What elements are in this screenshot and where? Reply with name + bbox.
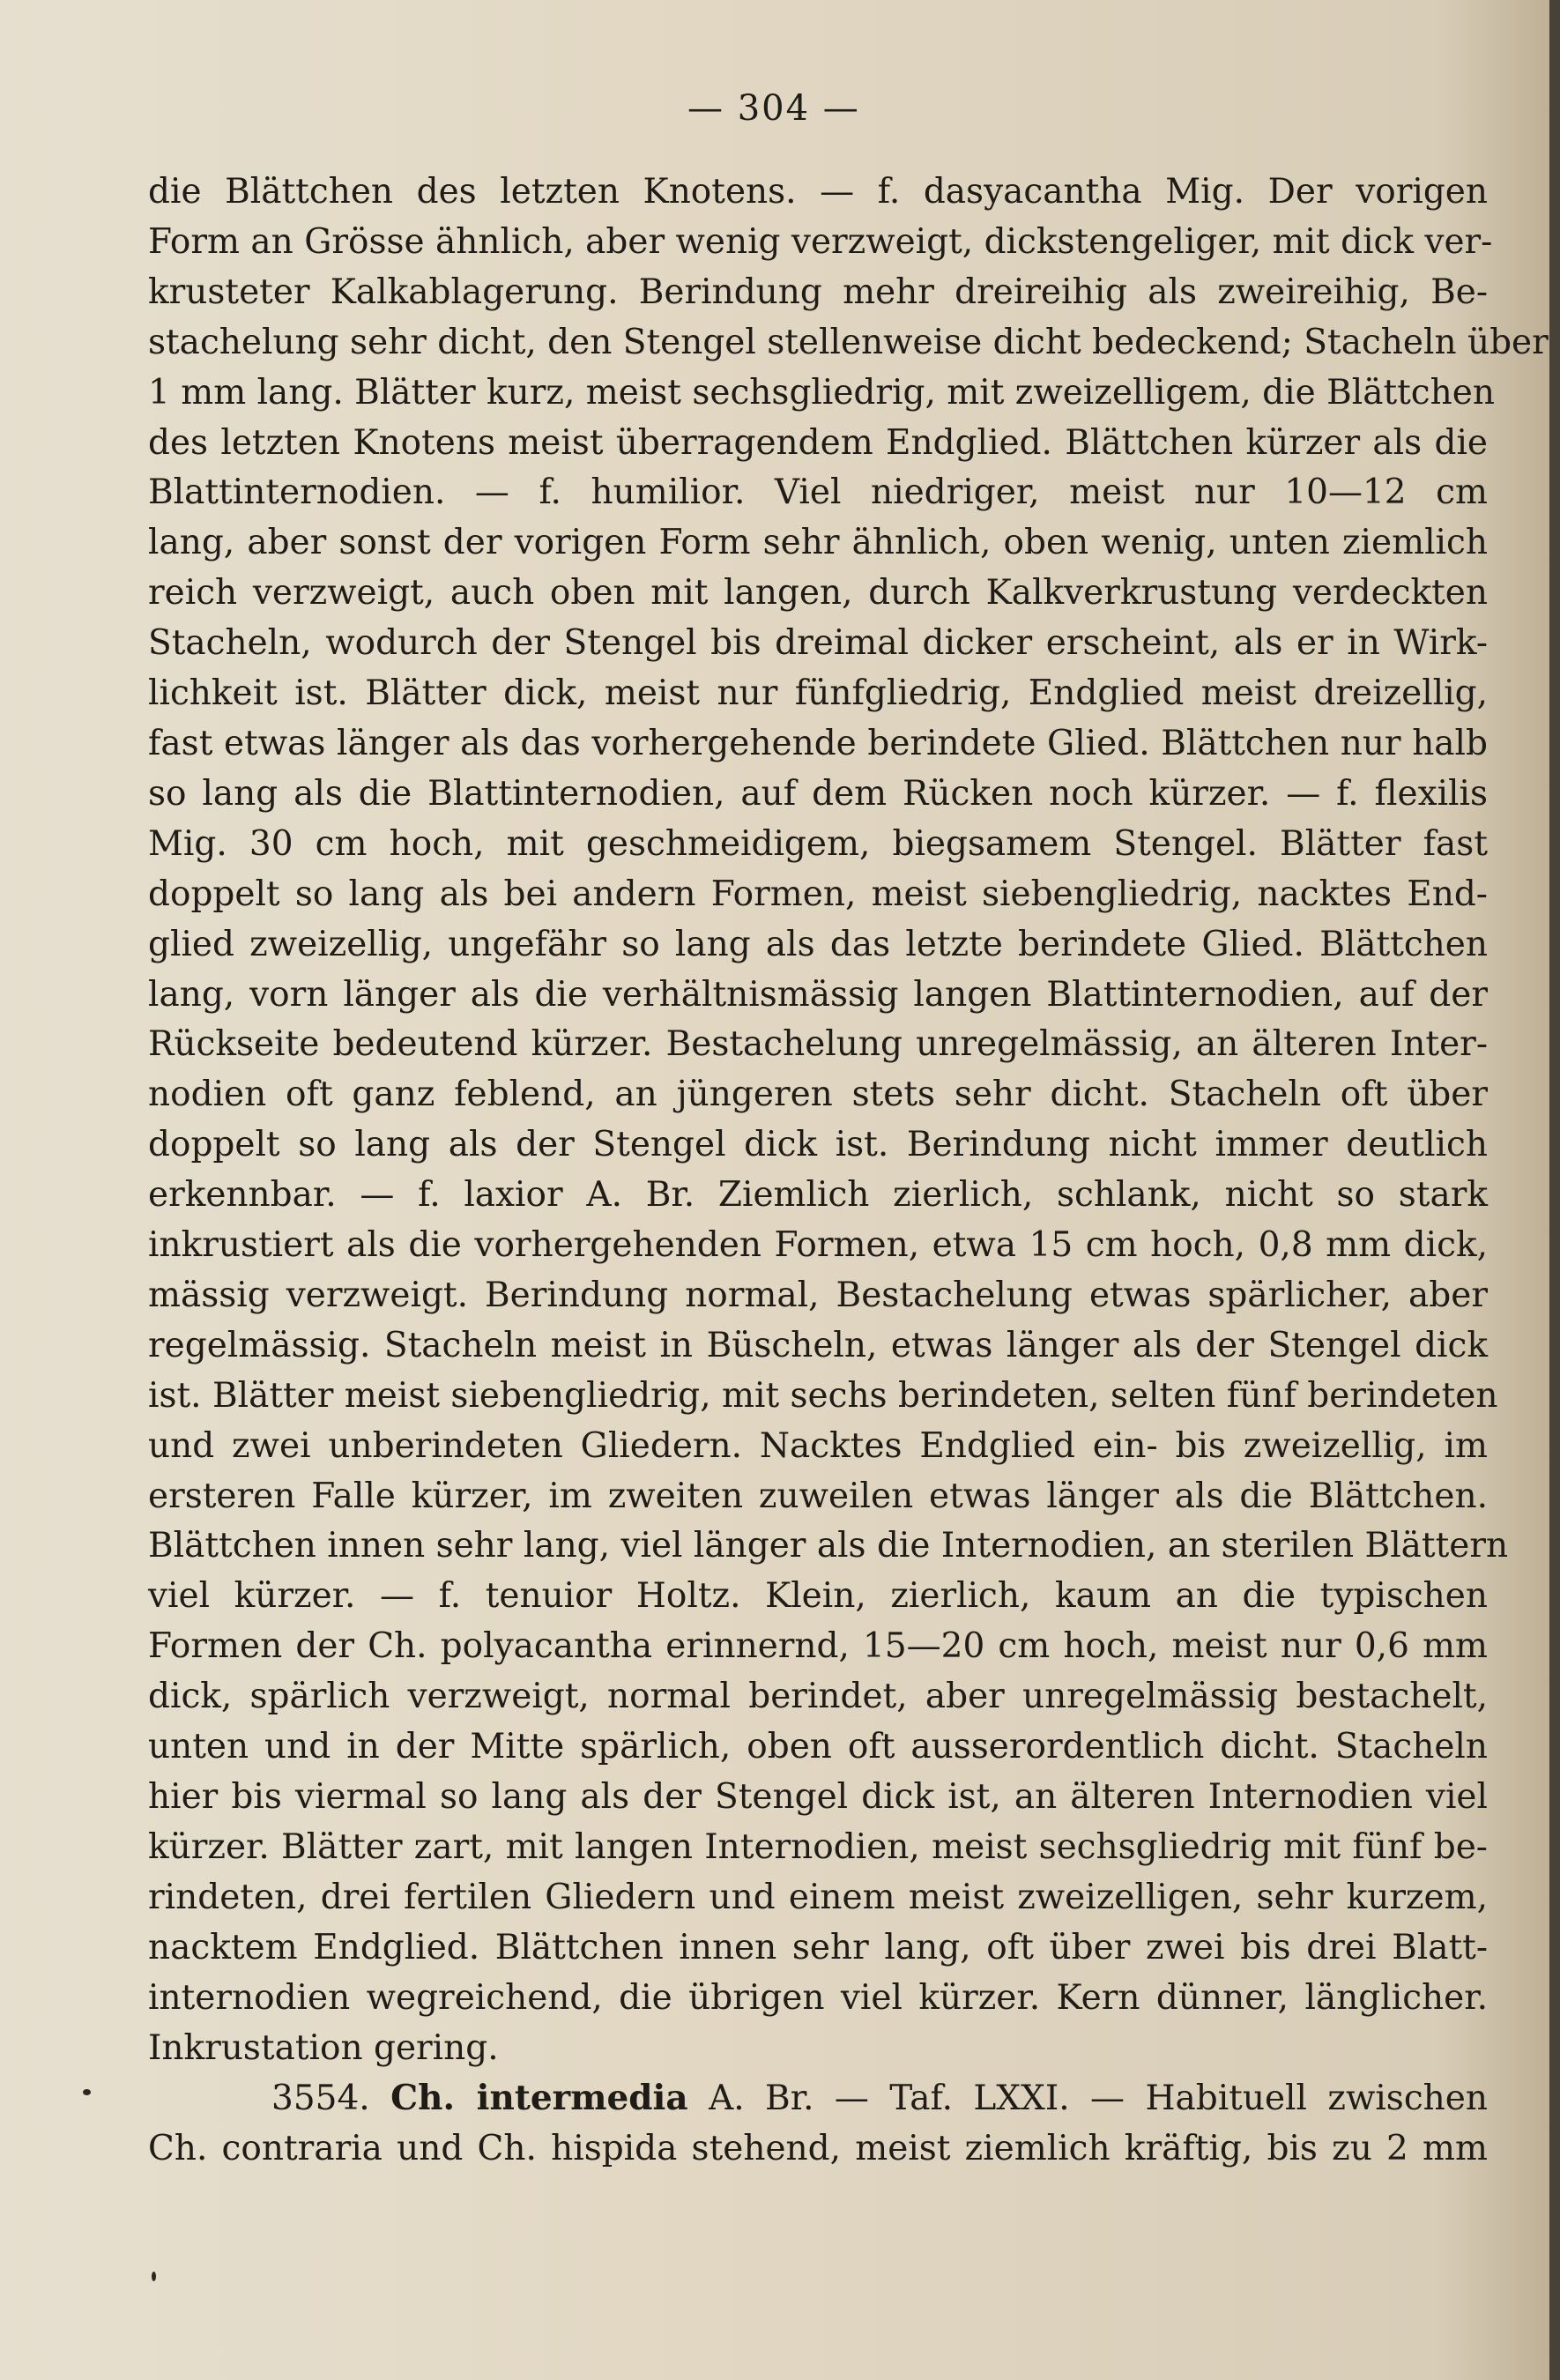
text-line: Blattinternodien. — f. humilior. Viel niedriger, meist nur 10—12 cm [148, 472, 1488, 513]
text-line: die Blättchen des letzten Knotens. — f. dasyacantha Mig. Der vorigen [148, 172, 1488, 212]
text-line: nacktem Endglied. Blättchen innen sehr lang, oft über zwei bis drei Blatt- [148, 1927, 1488, 1967]
text-line: reich verzweigt, auch oben mit langen, durch Kalkverkrustung verdeckten [148, 573, 1488, 614]
text-line: Form an Grösse ähnlich, aber wenig verzweigt, dickstengeliger, mit dick ver- [148, 221, 1493, 262]
text-line: 1 mm lang. Blätter kurz, meist sechsgliedrig, mit zweizelligem, die Blättchen [148, 372, 1495, 413]
text-line: kürzer. Blätter zart, mit langen Internodien, meist sechsgliedrig mit fünf be- [148, 1826, 1488, 1867]
text-line: ist. Blätter meist siebengliedrig, mit sechs berindeten, selten fünf berindeten [148, 1375, 1498, 1416]
text-line: glied zweizellig, ungefähr so lang als das letzte berindete Glied. Blättchen [148, 924, 1488, 964]
text-line: erkennbar. — f. laxior A. Br. Ziemlich zierlich, schlank, nicht so stark [148, 1175, 1488, 1216]
text-line: hier bis viermal so lang als der Stengel dick ist, an älteren Internodien viel [148, 1777, 1488, 1817]
text-line: inkrustiert als die vorhergehenden Formen, etwa 15 cm hoch, 0,8 mm dick, [148, 1225, 1488, 1266]
text-line: ersteren Falle kürzer, im zweiten zuweilen etwas länger als die Blättchen. [148, 1476, 1488, 1516]
text-line: viel kürzer. — f. tenuior Holtz. Klein, zierlich, kaum an die typischen [148, 1576, 1488, 1617]
entry-number: 3554. [271, 2079, 370, 2119]
text-line: mässig verzweigt. Berindung normal, Bestachelung etwas spärlicher, aber [148, 1275, 1488, 1315]
text-line: Ch. contraria und Ch. hispida stehend, meist ziemlich kräftig, bis zu 2 mm [148, 2129, 1488, 2169]
text-line: rindeten, drei fertilen Gliedern und einem meist zweizelligen, sehr kurzem, [148, 1877, 1488, 1917]
text-line: unten und in der Mitte spärlich, oben oft ausserordentlich dicht. Stacheln [148, 1727, 1488, 1767]
text-line: lang, aber sonst der vorigen Form sehr ähnlich, oben wenig, unten ziemlich [148, 523, 1488, 563]
text-line: und zwei unberindeten Gliedern. Nacktes Endglied ein- bis zweizellig, im [148, 1425, 1488, 1466]
text-line: Mig. 30 cm hoch, mit geschmeidigem, biegsamem Stengel. Blätter fast [148, 823, 1488, 864]
text-line: Blättchen innen sehr lang, viel länger als die Internodien, an sterilen Blättern [148, 1526, 1509, 1566]
text-line: doppelt so lang als der Stengel dick ist. Berindung nicht immer deutlich [148, 1125, 1488, 1165]
text-line: Formen der Ch. polyacantha erinnernd, 15—20 cm hoch, meist nur 0,6 mm [148, 1626, 1488, 1667]
body-text [148, 167, 1549, 2175]
text-line: so lang als die Blattinternodien, auf dem Rücken noch kürzer. — f. flexilis [148, 773, 1488, 814]
text-line: internodien wegreichend, die übrigen viel kürzer. Kern dünner, länglicher. [148, 1977, 1488, 2018]
text-line: doppelt so lang als bei andern Formen, meist siebengliedrig, nacktes End- [148, 874, 1488, 914]
text-line: Inkrustation gering. [148, 2027, 499, 2068]
ink-speck [152, 2272, 156, 2281]
text-line: krusteter Kalkablagerung. Berindung mehr dreireihig als zweireihig, Be- [148, 271, 1488, 312]
text-line: nodien oft ganz feblend, an jüngeren stets sehr dicht. Stacheln oft über [148, 1075, 1488, 1115]
text-line: Rückseite bedeutend kürzer. Bestachelung unregelmässig, an älteren Inter- [148, 1024, 1488, 1065]
text-line: lang, vorn länger als die verhältnismässig langen Blattinternodien, auf der [148, 974, 1488, 1015]
ink-speck [83, 2089, 91, 2095]
page-edge-shadow [1549, 0, 1560, 2380]
text-line: stachelung sehr dicht, den Stengel stellenweise dicht bedeckend; Stacheln über [148, 322, 1549, 362]
text-line: Stacheln, wodurch der Stengel bis dreimal dicker erscheint, als er in Wirk- [148, 623, 1488, 664]
text-line: lichkeit ist. Blätter dick, meist nur fünfgliedrig, Endglied meist dreizellig, [148, 673, 1488, 714]
page-number: — 304 — [687, 88, 860, 129]
entry-species-name: Ch. intermedia [390, 2078, 688, 2119]
text-line: fast etwas länger als das vorhergehende berindete Glied. Blättchen nur halb [148, 723, 1488, 763]
text-line: des letzten Knotens meist überragendem Endglied. Blättchen kürzer als die [148, 422, 1488, 463]
entry-heading-line [148, 2073, 1488, 2124]
text-line: regelmässig. Stacheln meist in Büscheln, etwas länger als der Stengel dick [148, 1325, 1488, 1365]
text-line: dick, spärlich verzweigt, normal berindet, aber unregelmässig bestachelt, [148, 1677, 1488, 1717]
entry-description: A. Br. — Taf. LXXI. — Habituell zwischen [709, 2079, 1488, 2119]
